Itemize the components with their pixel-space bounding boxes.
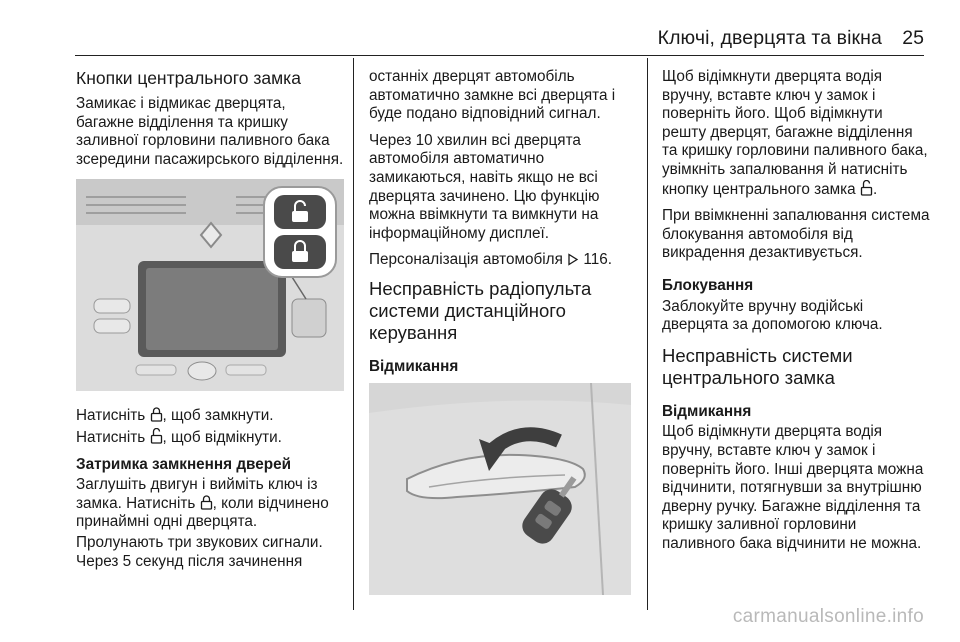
padlock-open-icon — [150, 428, 163, 444]
delay-paragraph: Заглушіть двигун і вийміть ключ із замка. Натисніть , коли відчинено принаймні одні дверцята. — [76, 476, 329, 531]
driver-unlock-paragraph: Щоб відімкнути дверцята водія вручну, вставте ключ у замок і поверніть його. Щоб відімкнути решту дверцят, багажне відділення та кришку горловини паливного бака, увімкніть запалювання й натисніть кнопку центрального замка . — [662, 68, 928, 198]
page-header — [0, 0, 960, 58]
ignition-paragraph: При ввімкненні запалювання система блокування автомобіля від викрадення дезактивується. — [662, 207, 930, 262]
locking-heading: Блокування — [662, 276, 754, 294]
column-middle — [369, 68, 637, 595]
column-left — [76, 68, 344, 579]
column-right — [662, 68, 930, 561]
dashboard-lock-buttons-figure — [76, 179, 344, 391]
padlock-open-icon — [860, 180, 873, 196]
locking-paragraph: Заблокуйте вручну водійські дверцята за допомогою ключа. — [662, 297, 883, 334]
triangle-reference-icon — [567, 253, 579, 266]
column-divider — [647, 58, 648, 610]
watermark: carmanualsonline.info — [732, 606, 924, 627]
header-rule — [75, 55, 924, 56]
section-heading-central-lock-buttons: Кнопки центрального замка — [76, 68, 301, 88]
personalization-reference: Персоналізація автомобіля 116. — [369, 251, 613, 269]
press-unlock-instruction: Натисніть , щоб відмікнути. — [76, 428, 282, 446]
section-heading-remote-fault: Несправність радіопульта системи дистанційного керування — [369, 277, 592, 343]
unlock-heading: Відмикання — [662, 402, 752, 420]
beeps-paragraph: Пролунають три звукових сигнали. Через 5 секунд після зачинення — [76, 533, 323, 570]
padlock-closed-icon — [150, 407, 163, 422]
page-number: 25 — [902, 27, 924, 49]
intro-paragraph: Замикає і відмикає дверцята, багажне відділення та кришку заливної горловини паливного бака зсередини пасажирського відділення. — [76, 95, 344, 168]
padlock-closed-icon — [200, 495, 213, 510]
press-lock-instruction: Натисніть , щоб замкнути. — [76, 407, 274, 425]
door-key-unlock-figure — [369, 383, 631, 595]
page-title: Ключі, дверцята та вікна — [657, 27, 882, 49]
continuation-paragraph: останніх дверцят автомобіль автоматично замкне всі дверцята і буде подано відповідний сигнал. — [369, 68, 616, 123]
section-heading-central-lock-fault: Несправність системи центрального замка — [662, 344, 853, 388]
unlock-paragraph: Щоб відімкнути дверцята водія вручну, вставте ключ у замок і поверніть його. Інші дверцята можна відчинити, потягнувши за внутрішню дверну ручку. Багажне відділення та кришку заливної горловини паливного бака відчинити не можна. — [662, 423, 924, 552]
auto-lock-paragraph: Через 10 хвилин всі дверцята автомобіля автоматично замикаються, навіть якщо не всі дверцята зачинено. Цю функцію можна ввімкнути та вимкнути на інформаційному дисплеї. — [369, 131, 600, 242]
delay-heading: Затримка замкнення дверей — [76, 455, 292, 473]
column-divider — [353, 58, 354, 610]
unlock-heading: Відмикання — [369, 357, 459, 375]
